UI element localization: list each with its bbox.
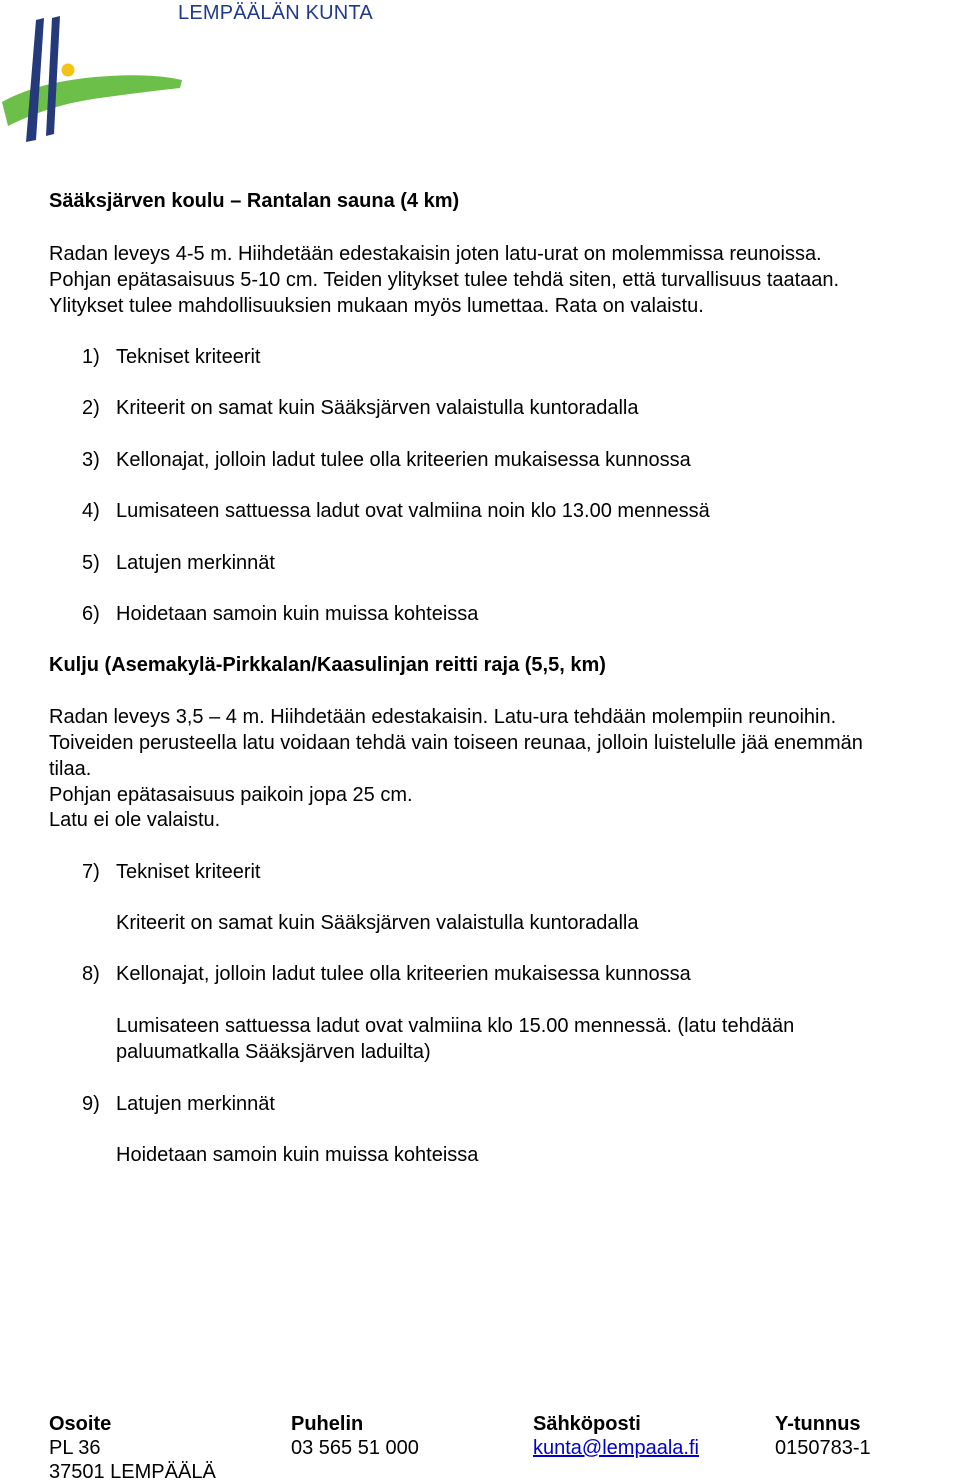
list-item: Kriteerit on samat kuin Sääksjärven valaistulla kuntoradalla bbox=[116, 397, 639, 419]
list-item-detail: Hoidetaan samoin kuin muissa kohteissa bbox=[116, 1144, 479, 1166]
list-item: Lumisateen sattuessa ladut ovat valmiina noin klo 13.00 mennessä bbox=[116, 500, 710, 522]
section-title: Kulju (Asemakylä-Pirkkalan/Kaasulinjan reitti raja (5,5, km) bbox=[49, 654, 606, 676]
organization-name: LEMPÄÄLÄN KUNTA bbox=[178, 2, 373, 24]
paragraph-line: Latu ei ole valaistu. bbox=[49, 809, 221, 831]
list-number: 1) bbox=[82, 346, 100, 368]
footer-email-label: Sähköposti bbox=[533, 1413, 641, 1435]
list-item: Latujen merkinnät bbox=[116, 552, 275, 574]
footer-address bbox=[49, 1412, 216, 1484]
list-item: Latujen merkinnät bbox=[116, 1093, 275, 1115]
list-item-detail: Kriteerit on samat kuin Sääksjärven valaistulla kuntoradalla bbox=[116, 912, 639, 934]
footer-address-line1: PL 36 bbox=[49, 1437, 101, 1459]
logo-yellow-dot bbox=[62, 64, 75, 77]
footer-email-link[interactable]: kunta@lempaala.fi bbox=[533, 1437, 699, 1459]
list-item: Tekniset kriteerit bbox=[116, 346, 261, 368]
list-number: 5) bbox=[82, 552, 100, 574]
paragraph-line: Toiveiden perusteella latu voidaan tehdä vain toiseen reunaa, jolloin luistelulle jää enemmän bbox=[49, 732, 863, 754]
list-number: 9) bbox=[82, 1093, 100, 1115]
footer-email bbox=[533, 1412, 699, 1460]
list-item: Hoidetaan samoin kuin muissa kohteissa bbox=[116, 603, 479, 625]
logo-navy-stroke-1 bbox=[26, 18, 44, 142]
paragraph-line: Radan leveys 4-5 m. Hiihdetään edestakaisin joten latu-urat on molemmissa reunoissa. bbox=[49, 243, 822, 265]
list-number: 4) bbox=[82, 500, 100, 522]
footer-business-id-label: Y-tunnus bbox=[775, 1413, 861, 1435]
footer-phone-label: Puhelin bbox=[291, 1413, 364, 1435]
list-number: 7) bbox=[82, 861, 100, 883]
footer-business-id-value: 0150783-1 bbox=[775, 1437, 871, 1459]
paragraph-line: Pohjan epätasaisuus 5-10 cm. Teiden ylitykset tulee tehdä siten, että turvallisuus taataan. bbox=[49, 269, 840, 291]
footer-address-line2: 37501 LEMPÄÄLÄ bbox=[49, 1461, 216, 1483]
municipality-logo bbox=[0, 14, 190, 146]
list-item: Kellonajat, jolloin ladut tulee olla kriteerien mukaisessa kunnossa bbox=[116, 963, 691, 985]
section-title: Sääksjärven koulu – Rantalan sauna (4 km) bbox=[49, 190, 460, 212]
list-item-detail: Lumisateen sattuessa ladut ovat valmiina klo 15.00 mennessä. (latu tehdään bbox=[116, 1015, 795, 1037]
footer-address-label: Osoite bbox=[49, 1413, 112, 1435]
footer-business-id bbox=[775, 1412, 871, 1460]
list-number: 6) bbox=[82, 603, 100, 625]
paragraph-line: tilaa. bbox=[49, 758, 92, 780]
paragraph-line: Pohjan epätasaisuus paikoin jopa 25 cm. bbox=[49, 784, 413, 806]
footer-phone bbox=[291, 1412, 419, 1460]
list-item: Kellonajat, jolloin ladut tulee olla kriteerien mukaisessa kunnossa bbox=[116, 449, 691, 471]
footer-phone-value: 03 565 51 000 bbox=[291, 1437, 419, 1459]
list-item: Tekniset kriteerit bbox=[116, 861, 261, 883]
list-number: 8) bbox=[82, 963, 100, 985]
paragraph-line: Radan leveys 3,5 – 4 m. Hiihdetään edestakaisin. Latu-ura tehdään molempiin reunoihin. bbox=[49, 706, 837, 728]
logo-navy-stroke-2 bbox=[46, 16, 60, 136]
list-item-detail: paluumatkalla Sääksjärven laduilta) bbox=[116, 1041, 431, 1063]
list-number: 2) bbox=[82, 397, 100, 419]
paragraph-line: Ylitykset tulee mahdollisuuksien mukaan myös lumettaa. Rata on valaistu. bbox=[49, 295, 704, 317]
list-number: 3) bbox=[82, 449, 100, 471]
